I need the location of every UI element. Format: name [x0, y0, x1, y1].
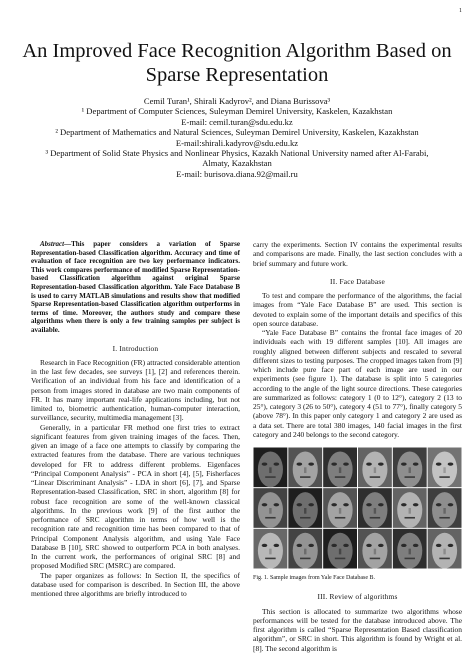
section-heading-introduction: I. Introduction	[112, 343, 159, 353]
author-block	[0, 96, 474, 179]
face-image	[323, 529, 357, 569]
face-paragraph-2: “Yale Face Database B” contains the frontal face images of 20 individuals each with 19 different samples [10]. All images are roughly aligned between different subjects and rescaled to several different sizes to testing purposes. The cropped images taken from [9] which include pure face part of each image are used in our experiments (see figure 1). The database is split into 5 categories according to the angle of the light source directions. These categories are summarized as follows: category 1 (0 to 12°), category 2 (13 to 25°), category 3 (26 to 50°), category 4 (51 to 77°), finally category 5 (above 78°). In this paper only category 1 and category 2 are used as a data set. There are total 380 images, 140 facial images in the first category and 240 belongs to the second category.	[253, 328, 462, 439]
face-image	[288, 448, 322, 488]
email-3: E-mail: burisova.diana.92@mail.ru	[176, 168, 298, 179]
face-image	[393, 448, 427, 488]
face-image	[428, 448, 462, 488]
email-1: E-mail: cemil.turan@sdu.edu.kz	[181, 116, 293, 127]
intro-paragraph-1: Research in Face Recognition (FR) attracted considerable attention in the last few decades, see surveys [1], [2] and references therein. Verification of an individual from his face and identification of a person from images stored in database are two main components of FR. It has many important real-life applications including, but not limited to, biometric authentication, human-computer interaction, surveillance, security, multimedia management [3].	[31, 357, 240, 423]
left-column	[31, 240, 240, 598]
face-image	[358, 488, 392, 528]
author-names: Cemil Turan¹, Shirali Kadyrov², and Diana Burissova³	[143, 96, 331, 106]
face-paragraph-1: To test and compare the performance of the algorithms, the facial images from “Yale Face Database B” are used. This section is devoted to explain some of the important details and specifics of this open source database.	[253, 291, 462, 328]
right-column	[253, 240, 462, 653]
affiliation-1: ¹ Department of Computer Sciences, Suleyman Demirel University, Kaskelen, Kazakhstan	[81, 106, 393, 117]
abstract-label: Abstract	[40, 240, 65, 248]
intro-paragraph-3: The paper organizes as follows: In Section II, the specifics of database used for comparison is described. In Section III, the above mentioned three algorithms are briefly introduced to	[31, 570, 240, 599]
face-image	[254, 529, 288, 569]
face-image	[393, 529, 427, 569]
page-number: 1	[459, 8, 462, 14]
face-image	[428, 488, 462, 528]
face-image	[323, 488, 357, 528]
face-image	[428, 529, 462, 569]
section-heading-review: III. Review of algorithms	[317, 592, 398, 602]
title-line-1: An Improved Face Recognition Algorithm Based on	[22, 40, 452, 62]
intro-paragraph-2: Generally, in a particular FR method one first tries to extract significant features from given training images of the faces. Then, given an image of a face one attempts to classify by comparing the extracted features from the database. There are various techniques developed for FR to address different problems. Eigenfaces “Principal Component Analysis” - PCA in short [4], [5], Fisherfaces “Linear Discriminant Analysis” - LDA in short [6], [7], and Sparse Representation-based Classification, SRC in short, algorithm [8] for robust face recognition are some of the well-known classical algorithms. In the previous work [9] of the first author the performance of SRC algorithm in terms of how well is the recognition rate and recognition time has been compared to that of Principal Component Analysis algorithm, and using Yale Face Database B [10], SRC showed to outperform PCA in both analyses. In the current work, the performances of original SRC [8] and proposed Modified SRC (MSRC) are compared.	[31, 422, 240, 571]
face-image	[358, 448, 392, 488]
face-image	[393, 488, 427, 528]
title-line-2: Sparse Representation	[145, 64, 329, 86]
paper-title	[0, 39, 474, 87]
face-image	[358, 529, 392, 569]
email-2: E-mail:shirali.kadyrov@sdu.edu.kz	[175, 137, 299, 148]
affiliation-3-city: Almaty, Kazakhstan	[202, 158, 272, 169]
affiliation-3: ³ Department of Solid State Physics and Nonlinear Physics, Kazakh National University named after Al-Farabi,	[45, 148, 429, 159]
abstract	[31, 240, 240, 335]
face-image	[323, 448, 357, 488]
abstract-text: —This paper considers a variation of Sparse Representation-based Classification algorithm. Accuracy and time of evaluation of face recognition are two key performance indicators. This work compares performance of modified Sparse Representation-based Classification algorithm against original Sparse Representation-based Classification algorithm. Yale Face Database B is used to carry MATLAB simulations and results show that modified Sparse Representation-based Classification algorithm outperforms in terms of time. Moreover, the authors study and compare these algorithms when there is only a few training samples per subject is available.	[31, 240, 240, 334]
review-paragraph-1: This section is allocated to summarize two algorithms whose performances will be tested for the database introduced above. The first algorithm is called “Sparse Representation Based classification algorithm”, or SRC in short. This algorithm is found by Wright et al. [8]. The second algorithm is	[253, 606, 462, 653]
section-heading-face-database: II. Face Database	[330, 276, 385, 286]
face-image	[288, 488, 322, 528]
face-sample-grid	[253, 447, 462, 569]
face-image	[254, 488, 288, 528]
continued-paragraph: carry the experiments. Section IV contains the experimental results and comparisons are made. Finally, the last section concludes with a brief summary and future work.	[253, 240, 462, 268]
affiliation-2: ² Department of Mathematics and Natural Sciences, Suleyman Demirel University, Kaskelen, Kazakhstan	[55, 127, 419, 138]
face-image	[288, 529, 322, 569]
figure-caption: Fig. 1. Sample images from Yale Face Database B.	[253, 575, 375, 581]
face-image	[254, 448, 288, 488]
